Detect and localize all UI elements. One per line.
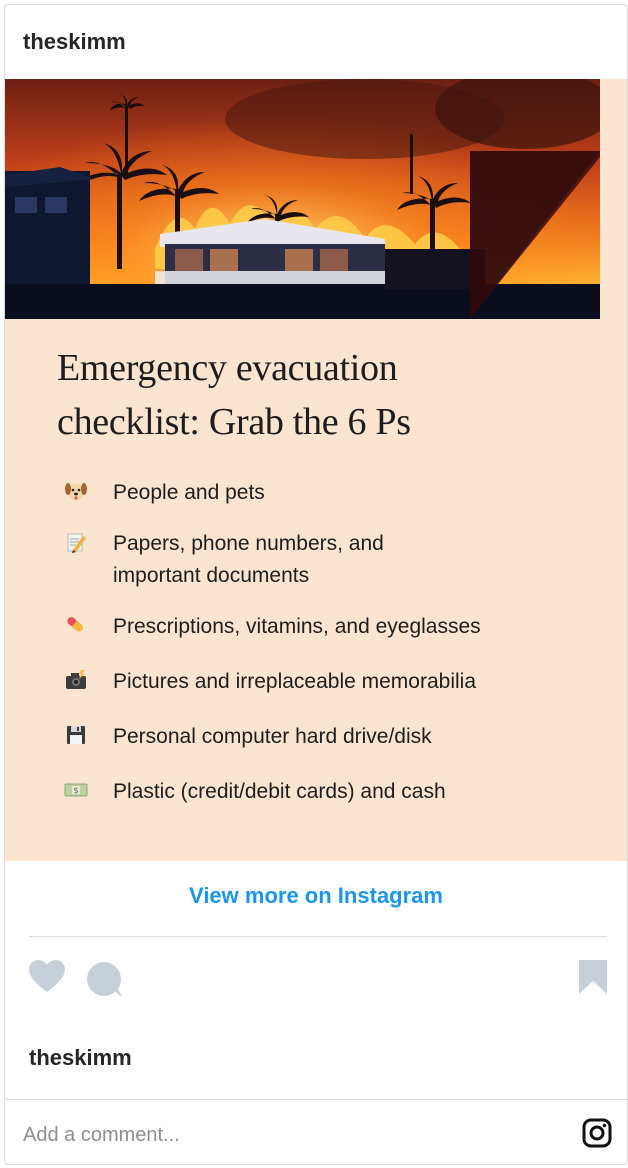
floppy-disk-icon [63,723,89,747]
post-header [5,5,627,79]
post-image[interactable] [5,79,628,861]
memo-icon [63,530,89,554]
username-link[interactable]: theskimm [23,29,126,54]
instagram-logo-icon[interactable] [582,1118,612,1148]
headline-line-1: Emergency evacuation [57,347,398,389]
headline-line-2: checklist: Grab the 6 Ps [57,401,411,443]
item-text: Plastic (credit/debit cards) and cash [113,780,446,803]
pill-icon [63,613,89,637]
comment-icon[interactable] [86,961,124,999]
add-comment-input[interactable]: Add a comment... [23,1124,180,1146]
headline [57,341,577,449]
item-text: Personal computer hard drive/disk [113,725,432,748]
item-text: Papers, phone numbers, and [113,532,384,555]
item-text: Prescriptions, vitamins, and eyeglasses [113,615,481,638]
heart-icon[interactable] [28,959,66,993]
svg-text:$: $ [73,786,79,795]
footer-username-link[interactable]: theskimm [29,1045,132,1070]
wildfire-photo [5,79,600,319]
camera-flash-icon [63,668,89,692]
action-bar [5,955,627,1005]
instagram-embed-card [4,4,628,1165]
comment-bar [5,1099,627,1165]
item-text: Pictures and irreplaceable memorabilia [113,670,477,693]
item-text: important documents [113,564,310,587]
dog-face-icon [63,479,89,503]
divider [29,936,607,937]
view-more-on-instagram-link[interactable]: View more on Instagram [189,883,443,908]
dollar-bill-icon [63,778,89,802]
bookmark-icon[interactable] [578,959,608,995]
item-text: People and pets [113,481,265,504]
